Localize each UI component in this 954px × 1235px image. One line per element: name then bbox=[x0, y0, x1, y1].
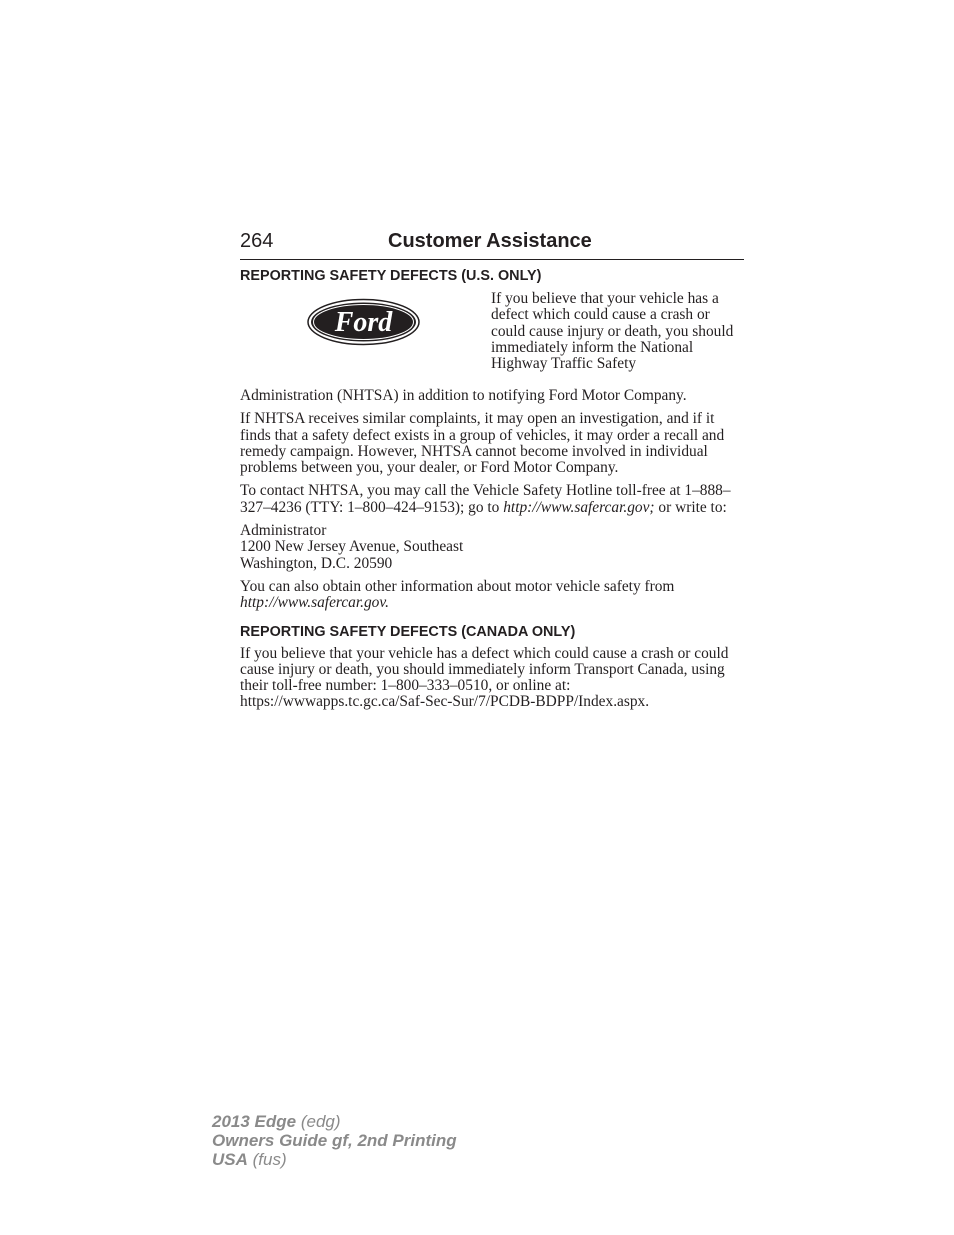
canada-paragraph: If you believe that your vehicle has a defect which could cause a crash or could cause injury or death, you should immediately inform Transport Canada, using their toll-free number: 1–800–333–0510, or online at: https://wwwapps.tc.gc.ca/Saf-Sec-Sur/7/PCDB-BDPP/Index.aspx. bbox=[240, 644, 729, 711]
ford-logo bbox=[240, 291, 491, 388]
section-title: Customer Assistance bbox=[388, 230, 592, 252]
page-footer bbox=[212, 1112, 457, 1169]
address-line: Administrator bbox=[240, 522, 327, 540]
footer-guide: Owners Guide gf, 2nd Printing bbox=[212, 1131, 457, 1150]
mailing-address bbox=[240, 523, 745, 572]
address-line: Washington, D.C. 20590 bbox=[240, 554, 393, 572]
footer-model-code: (edg) bbox=[300, 1112, 341, 1131]
info-text: You can also obtain other information about motor vehicle safety from bbox=[240, 577, 675, 595]
contact-text-end: or write to: bbox=[658, 498, 727, 516]
us-intro bbox=[240, 285, 745, 372]
footer-model: 2013 Edge bbox=[212, 1112, 297, 1131]
us-intro-continued: Administration (NHTSA) in addition to notifying Ford Motor Company. bbox=[240, 387, 687, 404]
safercar-link[interactable]: http://www.safercar.gov; bbox=[503, 498, 655, 516]
contact-text: To contact NHTSA, you may call the Vehicle Safety Hotline toll-free at 1–888–327–4236 (TTY: 1–800–424–9153); go to bbox=[240, 482, 731, 516]
footer-market-code: (fus) bbox=[252, 1150, 287, 1169]
us-section-heading: REPORTING SAFETY DEFECTS (U.S. ONLY) bbox=[240, 268, 542, 284]
us-paragraph-contact bbox=[240, 483, 745, 516]
footer-market: USA bbox=[212, 1150, 248, 1169]
us-intro-text: If you believe that your vehicle has a defect which could cause a crash or could cause injury or death, you should immediately inform the National Highway Traffic Safety bbox=[491, 290, 734, 373]
us-paragraph-investigation: If NHTSA receives similar complaints, it may open an investigation, and if it finds that a safety defect exists in a group of vehicles, it may order a recall and remedy campaign. However, NHTSA cannot become involved in individual problems between you, your dealer, or Ford Motor Company. bbox=[240, 410, 725, 477]
canada-section-heading: REPORTING SAFETY DEFECTS (CANADA ONLY) bbox=[240, 623, 576, 640]
page-number: 264 bbox=[240, 230, 274, 252]
us-paragraph-info bbox=[240, 579, 745, 612]
safercar-link-2[interactable]: http://www.safercar.gov. bbox=[240, 594, 389, 612]
page-header bbox=[240, 229, 744, 260]
ford-logo-text: Ford bbox=[334, 307, 393, 338]
ford-oval-logo-icon bbox=[307, 298, 420, 346]
page-content bbox=[240, 268, 745, 711]
address-line: 1200 New Jersey Avenue, Southeast bbox=[240, 538, 464, 556]
